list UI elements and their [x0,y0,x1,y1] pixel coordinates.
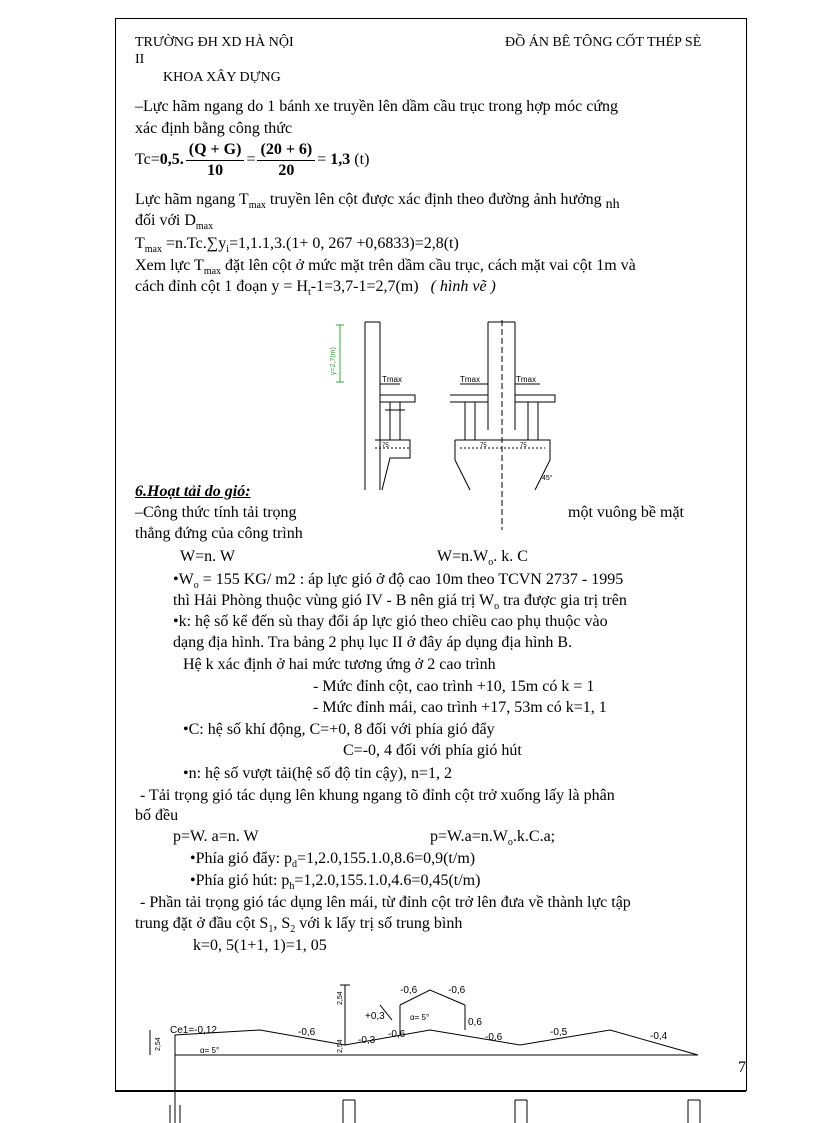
section-6-title: 6.Hoạt tải do gió: [135,483,251,500]
eq-w-1: W=n. W [180,548,235,565]
bullet-n: •n: hệ số vượt tải(hệ số độ tin cậy), n=1, 2 [183,765,453,782]
coef-ce1: Ce1=-0,12 [170,1025,217,1036]
header-title: ĐỒ ÁN BÊ TÔNG CỐT THÉP SÈ [505,35,702,50]
header-dept: KHOA XÂY DỰNG [163,70,281,85]
dim-75-left: 75 [382,443,389,449]
page-number: 7 [738,1059,746,1076]
formula-unit: (t) [354,151,370,169]
coef-3: -0,3 [358,1035,376,1046]
tmax-label-mid: Tmax [460,375,480,384]
height-dim-2: 2,54 [337,991,344,1005]
eq-p-2: $p=W.a=n.W_o.k.C.a$; [430,828,556,849]
formula-lhs: Tc= [135,151,160,169]
bullet-w0-cont: thì Hải Phòng thuộc vùng gió IV - B nên giá trị $W_o$ tra được gia trị trên [173,592,627,613]
coef-6: 0,6 [468,1017,482,1028]
bullet-w0: $•W_o = 155$ KG/ m2 : áp lực gió ở độ cao 10m theo TCVN 2737 - 1995 [173,571,624,592]
para-6: cách đỉnh cột 1 đoạn $y = H_t-1=3,7-1=2,7(m)$ ( hình vẽ ) [135,278,496,299]
k-average: k=0, 5(1+1, 1)=1, 05 [193,937,327,954]
fraction-1-num: (Q + G) [186,140,245,161]
column-tmax-figure [320,320,560,530]
alpha-left: α= 5° [200,1046,220,1055]
coef-2: +0,3 [365,1011,385,1022]
dim-75-mid: 75 [480,443,487,449]
header-school: TRƯỜNG ĐH XD HÀ NỘI [135,35,294,50]
formula-coef: 0,5 [159,151,180,169]
bullet-c: •C: hệ số khí động, C=+0, 8 đối với phía gió đẩy [183,721,495,738]
height-dim-3: 2,54 [337,1039,344,1053]
coef-8: -0,6 [388,1029,406,1040]
coef-5: -0,6 [448,985,466,996]
fraction-1 [186,140,245,181]
tmax-label-left: Tmax [382,375,402,384]
coef-7: -0,6 [485,1032,503,1043]
p-push: •Phía gió đẩy: $p_d=1,2.0,155.1.0,8.6=0,9(t/m)$ [190,850,476,871]
para-1b: xác định bằng công thức [135,120,293,137]
eq-w-2: $W=n.W_o$. k. C [437,548,528,569]
bullet-k: •k: hệ số kể đến sù thay đổi áp lực gió theo chiều cao phụ thuộc vào [173,613,608,630]
k-levels: Hệ k xác định ở hai mức tương ứng ở 2 cao trình [183,656,496,673]
s6-line-1a: –Công thức tính tải trọng [135,504,297,521]
para-4: $T_{max} =n.Tc.\sum y_i=1,1.1,3.(1+ 0$, 267 +0,6833)=2,8(t) [135,235,459,256]
height-dim-1: 2,54 [155,1037,162,1051]
fraction-1-den: 10 [207,162,224,179]
k-level-roof: - Mức đỉnh mái, cao trình +17, 53m có k=1, 1 [313,699,607,716]
tmax-label-right: Tmax [516,375,536,384]
bullet-c-suction: C=-0, 4 đối với phía gió hút [343,742,522,759]
dim-75-right: 75 [520,443,527,449]
s6-line-2: thẳng đứng của công trình [135,525,303,542]
k-level-col: - Mức đỉnh cột, cao trình +10, 15m có k = 1 [313,678,595,695]
dist-load-2: bố đều [135,807,179,824]
p-suction: •Phía gió hút: $p_h=1,2.0,155.1.0,4.6=0,45(t/m)$ [190,872,481,893]
eq-p-1: p=W. a=n. W [173,828,259,845]
formula-result: 1,3 [330,151,351,169]
roof-load-1: - Phần tải trọng gió tác dụng lên mái, từ đỉnh cột trở lên đưa về thành lực tập [140,894,631,911]
para-5: Xem lực $T_{max}$ đặt lên cột ở mức mặt trên dầm cầu trục, cách mặt vai cột 1m và [135,257,636,278]
header-title-cont: II [135,52,145,67]
coef-1: -0,6 [298,1027,316,1038]
fraction-2-num: (20 + 6) [257,140,315,161]
dist-load-1: - Tải trọng gió tác dụng lên khung ngang tõ đỉnh cột trở xuống lấy là phân [140,787,615,804]
alpha-top: α= 5° [410,1013,430,1022]
wind-coeff-frame-figure [130,975,750,1123]
roof-load-2: trung đặt ở đầu cột $S_1$, $S_2$ với k lấy trị số trung bình [135,915,463,936]
para-3: đối với $D_{max}$ [135,212,214,233]
fraction-2 [257,140,315,181]
coef-9: -0,5 [550,1027,568,1038]
coef-4: -0,6 [400,985,418,996]
fraction-2-den: 20 [278,162,295,179]
formula-tc: Tc=0,5. $\frac{(Q + G)}{10}$ = $\frac{(20 + 6)}{20}$ = 1,3 (t) [135,141,370,179]
s6-line-1b: một vuông bề mặt [568,504,684,521]
y-dimension-label: y=2,7(m) [330,347,337,375]
para-2: Lực hãm ngang $T_{max}$ truyền lên cột được xác định theo đường ảnh hưởng $_{nh}$ [135,191,620,213]
para-1a: –Lực hãm ngang do 1 bánh xe truyền lên dầm cầu trục trong hợp móc cứng [135,98,618,115]
coef-10: -0,4 [650,1031,668,1042]
angle-45: 45° [542,475,553,482]
bullet-k-cont: dạng địa hình. Tra bảng 2 phụ lục II ở đây áp dụng địa hình B. [173,634,573,651]
